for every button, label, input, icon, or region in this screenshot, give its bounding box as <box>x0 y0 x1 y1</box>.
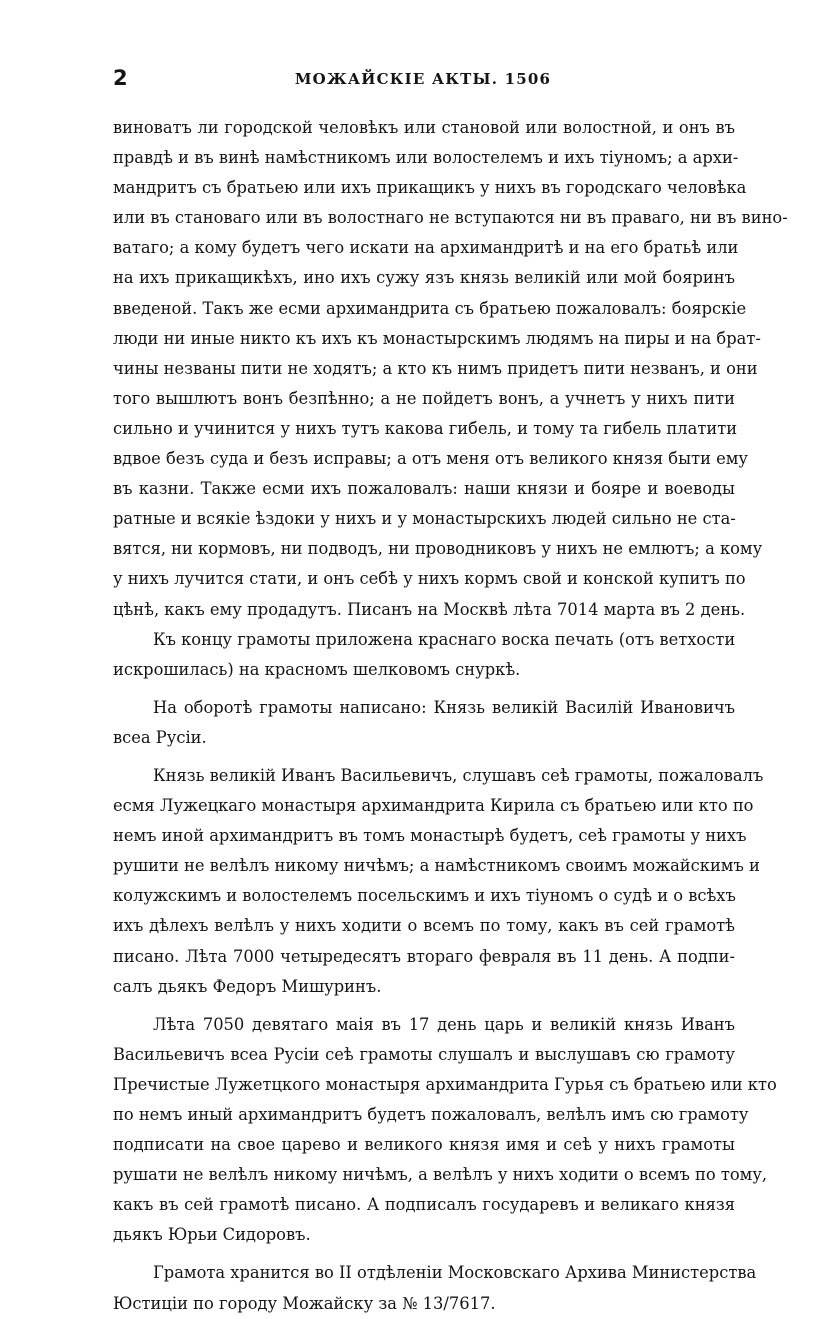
text-line: рушати не велѣлъ никому ничѣмъ, а велѣлъ у нихъ ходити о всемъ по тому, <box>113 1165 768 1185</box>
text-line: люди ни иные никто къ ихъ къ монастырскимъ людямъ на пиры и на брат- <box>113 328 761 348</box>
text-line: того вышлютъ вонъ безпѣнно; а не пойдетъ вонъ, а учнетъ у нихъ пити <box>113 388 735 408</box>
text-line: писано. Лѣта 7000 четыредесятъ втораго февраля въ 11 день. А подпи- <box>113 946 735 966</box>
text-line: Васильевичъ всеа Русіи сеѣ грамоты слушалъ и выслушавъ сю грамоту <box>113 1044 735 1064</box>
text-line: виноватъ ли городской человѣкъ или становой или волостной, и онъ въ <box>113 118 735 137</box>
text-line: Грамота хранится во II отдѣленіи Московскаго Архива Министерства <box>153 1263 757 1283</box>
text-line: или въ становаго или въ волостнаго не вступаются ни въ праваго, ни въ вино- <box>113 208 788 228</box>
text-line: искрошилась) на красномъ шелковомъ снуркѣ. <box>113 659 521 679</box>
text-line: въ казни. Также есми ихъ пожаловалъ: наши князи и бояре и воеводы <box>113 479 735 499</box>
text-line: сильно и учинится у нихъ тутъ какова гибель, и тому та гибель платити <box>113 418 738 438</box>
text-line: правдѣ и въ винѣ намѣстникомъ или волостелемъ и ихъ тіуномъ; а архи- <box>113 148 739 168</box>
text-line: ихъ дѣлехъ велѣлъ у нихъ ходити о всемъ по тому, какъ въ сей грамотѣ <box>113 916 735 936</box>
text-line: рушити не велѣлъ никому ничѣмъ; а намѣстникомъ своимъ можайскимъ и <box>113 856 760 876</box>
text-line: ватаго; а кому будетъ чего искати на архимандритѣ и на его братьѣ или <box>113 238 739 258</box>
paragraph-gap <box>113 753 735 761</box>
paragraph-gap <box>113 1250 735 1258</box>
text-line: цѣнѣ, какъ ему продадутъ. Писанъ на Москвѣ лѣта 7014 марта въ 2 день. <box>113 599 746 619</box>
paragraph-gap <box>113 685 735 693</box>
text-line: немъ иной архимандритъ въ томъ монастырѣ будетъ, сеѣ грамоты у нихъ <box>113 826 747 846</box>
text-line: на ихъ прикащикѣхъ, ино ихъ сужу язъ князь великій или мой бояринъ <box>113 268 735 288</box>
text-line: подписати на свое царево и великого князя имя и сеѣ у нихъ грамоты <box>113 1135 735 1155</box>
text-line: введеной. Такъ же есми архимандрита съ братьею пожаловалъ: боярскіе <box>113 298 747 318</box>
text-line: Князь великій Иванъ Васильевичъ, слушавъ сеѣ грамоты, пожаловалъ <box>153 765 764 785</box>
paragraph-gap <box>113 1002 735 1010</box>
text-line: вятся, ни кормовъ, ни подводъ, ни проводниковъ у нихъ не емлютъ; а кому <box>113 539 763 559</box>
text-line: у нихъ лучится стати, и онъ себѣ у нихъ кормъ свой и конской купитъ по <box>113 569 746 589</box>
page-header <box>113 66 733 94</box>
text-line: салъ дьякъ Федоръ Мишуринъ. <box>113 976 382 996</box>
text-line: колужскимъ и волостелемъ посельскимъ и ихъ тіуномъ о судѣ и о всѣхъ <box>113 886 736 906</box>
document-body <box>113 113 788 1319</box>
text-line: чины незваны пити не ходятъ; а кто къ нимъ придетъ пити незванъ, и они <box>113 358 758 378</box>
text-line: Пречистые Лужетцкого монастыря архимандрита Гурья съ братьею или кто <box>113 1074 777 1094</box>
text-line: Къ концу грамоты приложена краснаго воска печать (отъ ветхости <box>153 629 736 649</box>
text-line: Лѣта 7050 девятаго маія въ 17 день царь и великій князь Иванъ <box>153 1014 735 1034</box>
text-line: по немъ иный архимандритъ будетъ пожаловалъ, велѣлъ имъ сю грамоту <box>113 1105 749 1124</box>
text-line: всеа Русіи. <box>113 727 207 747</box>
page-number: 2 <box>113 66 128 90</box>
text-line: вдвое безъ суда и безъ исправы; а отъ меня отъ великого князя быти ему <box>113 449 748 469</box>
running-title: МОЖАЙСКІЕ АКТЫ. 1506 <box>294 70 552 88</box>
text-line: ратные и всякіе ѣздоки у нихъ и у монастырскихъ людей сильно не ста- <box>113 509 736 529</box>
text-line: На оборотѣ грамоты написано: Князь великій Василій Ивановичъ <box>153 697 735 717</box>
text-line: есмя Лужецкаго монастыря архимандрита Кирила съ братьею или кто по <box>113 796 754 816</box>
text-line: мандритъ съ братьею или ихъ прикащикъ у нихъ въ городскаго человѣка <box>113 178 747 198</box>
text-line: какъ въ сей грамотѣ писано. А подписалъ государевъ и великаго князя <box>113 1195 735 1215</box>
text-line: Юстиціи по городу Можайску за № 13/7617. <box>113 1293 496 1313</box>
text-line: дьякъ Юрьи Сидоровъ. <box>113 1225 311 1245</box>
